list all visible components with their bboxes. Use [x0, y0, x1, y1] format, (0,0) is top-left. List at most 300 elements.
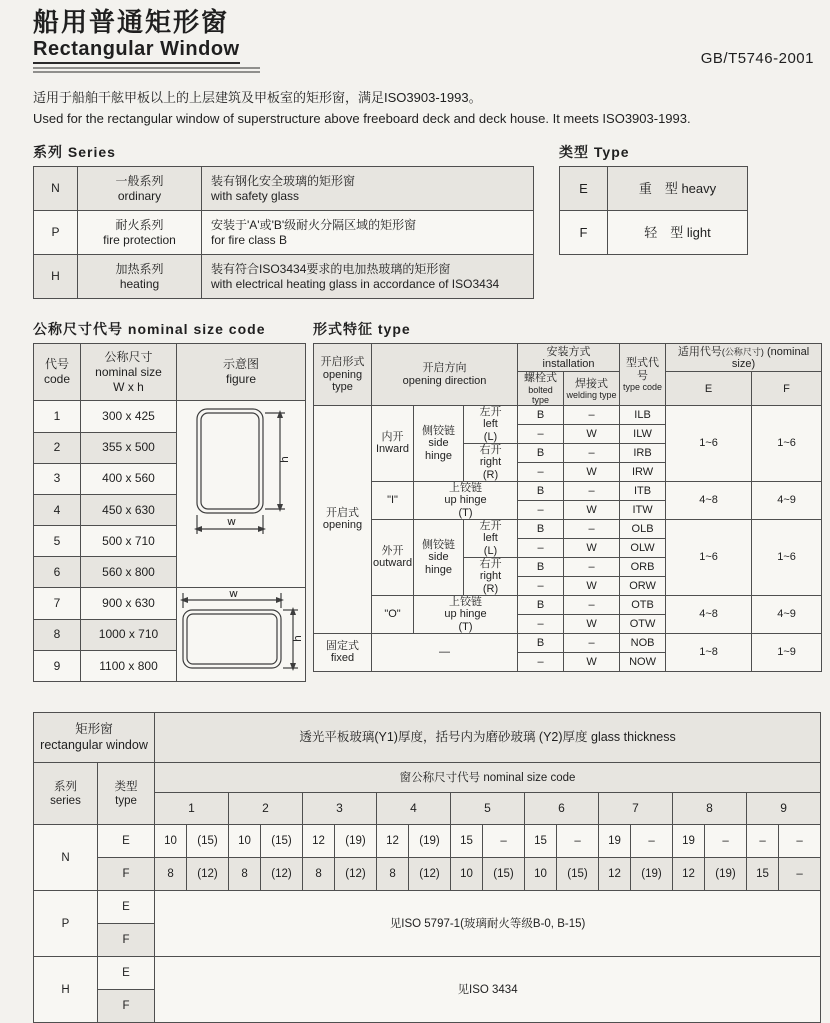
dir-cn [465, 444, 516, 469]
size-code-col: 7 [599, 793, 673, 825]
inward-group [372, 405, 414, 481]
header-cn: 公称尺寸 [104, 349, 153, 364]
welding-cell: – [564, 633, 620, 652]
bolted-cell: – [518, 614, 564, 633]
size-heading: 公称尺寸代号 nominal size code [33, 321, 266, 338]
header-cn: 型式代号 [626, 357, 660, 382]
type-code-cell: ORW [620, 576, 666, 595]
type-f-cell: F [98, 858, 155, 891]
value-cell: (19) [631, 858, 673, 891]
type-code-cell: OTW [620, 614, 666, 633]
header-en: welding type [566, 389, 617, 400]
type-e-cell: E [98, 957, 155, 990]
size-value: 300 x 425 [81, 401, 177, 432]
table-row [314, 405, 822, 424]
hinge-en: up hinge [444, 494, 487, 507]
value-cell: 8 [377, 858, 409, 891]
size-code-col: 3 [303, 793, 377, 825]
size-code: 5 [34, 526, 81, 557]
size-code-label: 窗公称尺寸代号 nominal size code [155, 763, 821, 793]
series-desc-en: with electrical heating glass in accordance of ISO3434 [211, 276, 500, 291]
header-en: type code [623, 381, 663, 392]
rect-window-corner [34, 713, 155, 763]
side-hinge-group [414, 519, 464, 595]
size-col-figure-header [177, 344, 306, 401]
header-cn: 适用代号 [677, 345, 722, 358]
bolted-cell: – [518, 462, 564, 481]
welding-cell: W [564, 576, 620, 595]
series-name [78, 211, 202, 255]
hinge-symbol: (T) [458, 620, 473, 633]
value-cell: – [779, 858, 821, 891]
intro-cn: 适用于船舶干舷甲板以上的上层建筑及甲板室的矩形窗，满足ISO3903-1993。 [33, 89, 482, 105]
type-code-cell: IRB [620, 443, 666, 462]
bolted-cell: B [518, 519, 564, 538]
direction-right [464, 557, 518, 595]
group-cn: 内开 [381, 431, 404, 444]
value-cell: 10 [451, 858, 483, 891]
value-cell: – [483, 825, 525, 858]
table-row [314, 519, 822, 538]
portrait-window-figure [177, 401, 306, 588]
header-unit: W x h [113, 379, 144, 394]
bolted-cell: B [518, 595, 564, 614]
welding-cell: W [564, 424, 620, 443]
header-cn2: (公称尺寸) [721, 346, 764, 357]
group-en: side [428, 551, 449, 564]
series-desc [202, 211, 534, 255]
size-section [33, 319, 306, 682]
range-f-cell: 4~9 [752, 481, 822, 519]
glass-thickness-note: 透光平板玻璃(Y1)厚度，括号内为磨砂玻璃 (Y2)厚度 glass thickness [155, 713, 821, 763]
table-row [34, 713, 821, 763]
type-col-header [98, 763, 155, 825]
type-label: 重 型 heavy [608, 167, 748, 211]
installation-header: 安装方式 installation [518, 344, 620, 372]
series-p-cell: P [34, 891, 98, 957]
value-cell: 12 [673, 858, 705, 891]
header-cn: 类型 [114, 780, 138, 793]
series-h-cell: H [34, 957, 98, 1023]
bolted-cell: – [518, 652, 564, 671]
value-cell: 19 [599, 825, 631, 858]
header-en: type [332, 380, 353, 393]
range-f-cell: 1~9 [752, 633, 822, 671]
size-table [33, 343, 306, 682]
page-title-cn: 船用普通矩形窗 [33, 7, 230, 37]
value-cell: – [779, 825, 821, 858]
table-row [314, 481, 822, 500]
direction-left [464, 519, 518, 557]
type-section [559, 142, 748, 255]
header-en: type [115, 794, 137, 807]
bolted-cell: B [518, 405, 564, 424]
figure-h-label: h [278, 456, 291, 464]
welding-cell: W [564, 462, 620, 481]
size-code: 2 [34, 432, 81, 463]
size-value: 1000 x 710 [81, 619, 177, 650]
page-title-en: Rectangular Window [33, 38, 240, 64]
type-code: F [560, 211, 608, 255]
size-code: 1 [34, 401, 81, 432]
dir-symbol: (L) [483, 430, 498, 443]
range-e-cell: 1~6 [666, 519, 752, 595]
header-en: code [43, 372, 71, 387]
intro-paragraph [33, 88, 820, 130]
group-cn: 固定式 [326, 640, 359, 653]
value-cell: (19) [335, 825, 377, 858]
header-cn: 示意图 [222, 357, 259, 372]
dir-en-text: left [483, 418, 498, 431]
p-series-note: 见ISO 5797-1(玻璃耐火等级B-0, B-15) [155, 891, 821, 957]
value-cell: (12) [409, 858, 451, 891]
fixed-direction-dash: — [372, 633, 518, 671]
type-table [559, 166, 748, 255]
dir-en-text: left [483, 532, 498, 545]
size-value: 900 x 630 [81, 588, 177, 619]
corner-en: rectangular window [40, 737, 148, 752]
type-code-cell: OTB [620, 595, 666, 614]
group-cn: 侧铰链 [422, 538, 455, 551]
type-code-header [620, 344, 666, 405]
corner-cn: 矩形窗 [75, 722, 113, 737]
value-cell: (19) [409, 825, 451, 858]
size-feature-row [33, 319, 820, 682]
table-row [314, 595, 822, 614]
header-en: series [50, 794, 81, 807]
size-code: 4 [34, 494, 81, 525]
table-row [34, 344, 306, 401]
range-f-cell: 1~6 [752, 405, 822, 481]
value-cell: – [747, 825, 779, 858]
header-cn: 开启形式 [320, 356, 365, 369]
value-cell: (12) [187, 858, 229, 891]
figure-h-label: h [291, 635, 304, 643]
range-e-cell: 4~8 [666, 481, 752, 519]
value-cell: (15) [557, 858, 599, 891]
group-en: outward [373, 557, 413, 570]
bolted-cell: – [518, 538, 564, 557]
type-code-cell: NOW [620, 652, 666, 671]
table-row [314, 633, 822, 652]
header-en: bolted type [528, 384, 553, 405]
header-en: figure [225, 372, 257, 387]
size-col-size-header [81, 344, 177, 401]
col-e-header: E [666, 372, 752, 405]
size-value: 1100 x 800 [81, 651, 177, 682]
series-section [33, 142, 534, 299]
series-name-en: ordinary [117, 188, 162, 203]
range-e-cell: 1~8 [666, 633, 752, 671]
value-cell: 8 [155, 858, 187, 891]
bolted-cell: – [518, 576, 564, 595]
size-value: 500 x 710 [81, 526, 177, 557]
dir-cn-text: 左开 [479, 519, 502, 532]
bolted-cell: B [518, 481, 564, 500]
table-row [34, 858, 821, 891]
series-code: P [34, 211, 78, 255]
value-cell: 10 [155, 825, 187, 858]
bolted-cell: – [518, 500, 564, 519]
welding-cell: W [564, 652, 620, 671]
type-code-cell: OLW [620, 538, 666, 557]
value-cell: (12) [261, 858, 303, 891]
table-row [560, 211, 748, 255]
type-code: E [560, 167, 608, 211]
table-row [34, 825, 821, 858]
hinge-symbol: (T) [458, 506, 473, 519]
type-code-cell: OLB [620, 519, 666, 538]
opening-direction-header [372, 344, 518, 405]
hinge-cn: 上铰链 [449, 595, 483, 608]
table-row [34, 401, 306, 432]
feature-table [313, 343, 822, 671]
series-name-en: heating [119, 276, 160, 291]
feature-section [313, 319, 821, 671]
table-row [34, 588, 306, 619]
series-code: N [34, 167, 78, 211]
size-code-col: 5 [451, 793, 525, 825]
opening-group [314, 405, 372, 633]
size-value: 400 x 560 [81, 463, 177, 494]
document-header [33, 8, 820, 129]
series-type-row [33, 142, 820, 299]
dir-en-text: right [479, 570, 502, 583]
value-cell: 10 [525, 858, 557, 891]
series-code: H [34, 255, 78, 299]
welding-cell: – [564, 595, 620, 614]
header-en: (nominal size) [731, 345, 810, 370]
size-code-col: 2 [229, 793, 303, 825]
value-cell: 15 [525, 825, 557, 858]
fixed-group [314, 633, 372, 671]
size-value: 450 x 630 [81, 494, 177, 525]
dir-cn [465, 558, 516, 583]
size-code: 9 [34, 651, 81, 682]
up-hinge-line [415, 596, 516, 621]
value-cell: 12 [303, 825, 335, 858]
standard-number: GB/T5746-2001 [700, 50, 814, 67]
type-code-cell: ILB [620, 405, 666, 424]
range-f-cell: 1~6 [752, 519, 822, 595]
welding-cell: W [564, 538, 620, 557]
value-cell: (15) [483, 858, 525, 891]
table-row [34, 167, 534, 211]
welding-header [564, 372, 620, 405]
table-row [314, 344, 822, 372]
type-e-cell: E [98, 891, 155, 924]
size-code-col: 9 [747, 793, 821, 825]
group-cn: 外开 [381, 545, 404, 558]
value-cell: (15) [261, 825, 303, 858]
figure-w-label: w [229, 588, 238, 601]
dir-en-text: right [479, 456, 502, 469]
type-code-cell: ORB [620, 557, 666, 576]
group-en: hinge [425, 449, 452, 462]
type-heading: 类型 Type [559, 144, 630, 161]
up-hinge-group [414, 595, 518, 633]
up-hinge-line [415, 482, 516, 507]
value-cell: 15 [451, 825, 483, 858]
series-desc-en: with safety glass [211, 188, 300, 203]
feature-heading: 形式特征 type [313, 321, 411, 338]
value-cell: – [705, 825, 747, 858]
size-code-col: 6 [525, 793, 599, 825]
size-col-code-header [34, 344, 81, 401]
series-n-cell: N [34, 825, 98, 891]
header-cn: 螺栓式 [524, 372, 558, 385]
welding-cell: – [564, 519, 620, 538]
type-f-cell: F [98, 924, 155, 957]
size-code-col: 1 [155, 793, 229, 825]
series-desc [202, 167, 534, 211]
welding-cell: – [564, 405, 620, 424]
title-rule [33, 67, 260, 73]
header-cn: 开启方向 [422, 362, 467, 375]
series-name-cn: 一般系列 [115, 173, 164, 188]
portrait-window-drawing [177, 401, 306, 587]
type-label: 轻 型 light [608, 211, 748, 255]
type-f-cell: F [98, 990, 155, 1023]
value-cell: 8 [229, 858, 261, 891]
inward-symbol: "I" [372, 481, 414, 519]
figure-w-label: w [227, 515, 236, 529]
value-cell: (15) [187, 825, 229, 858]
series-col-header [34, 763, 98, 825]
value-cell: 19 [673, 825, 705, 858]
table-row [34, 957, 821, 990]
up-hinge-group [414, 481, 518, 519]
dir-cn-text: 右开 [479, 443, 502, 456]
size-code: 6 [34, 557, 81, 588]
group-cn: 侧铰链 [422, 424, 455, 437]
glass-section [33, 712, 820, 1023]
size-code-col: 4 [377, 793, 451, 825]
series-desc-cn: 安装于'A'或'B'级耐火分隔区域的矩形窗 [211, 217, 417, 232]
series-name [78, 255, 202, 299]
table-row [34, 255, 534, 299]
direction-right [464, 443, 518, 481]
type-e-cell: E [98, 825, 155, 858]
intro-en: Used for the rectangular window of superstructure above freeboard deck and deck house. It meets ISO3903-1993. [33, 110, 691, 126]
series-table [33, 166, 534, 299]
size-code: 7 [34, 588, 81, 619]
size-value: 560 x 800 [81, 557, 177, 588]
bolted-cell: – [518, 424, 564, 443]
dir-symbol: (R) [482, 582, 499, 595]
type-code-cell: ILW [620, 424, 666, 443]
hinge-cn: 上铰链 [449, 481, 483, 494]
header-cn: 代号 [44, 357, 69, 372]
header-en: nominal size [95, 364, 162, 379]
value-cell: – [557, 825, 599, 858]
range-e-cell: 1~6 [666, 405, 752, 481]
range-e-cell: 4~8 [666, 595, 752, 633]
col-f-header: F [752, 372, 822, 405]
type-code-cell: IRW [620, 462, 666, 481]
series-desc-en: for fire class B [211, 232, 288, 247]
value-cell: 15 [747, 858, 779, 891]
welding-cell: – [564, 443, 620, 462]
dir-cn-text: 左开 [479, 405, 502, 418]
group-en: hinge [425, 563, 452, 576]
series-name-en: fire protection [103, 232, 176, 247]
bolted-cell: B [518, 557, 564, 576]
dir-symbol: (L) [483, 544, 498, 557]
value-cell: 12 [377, 825, 409, 858]
bolted-cell: B [518, 633, 564, 652]
header-cn: 焊接式 [575, 377, 609, 390]
series-desc [202, 255, 534, 299]
size-value: 355 x 500 [81, 432, 177, 463]
group-en: opening [322, 519, 363, 532]
value-cell: (19) [705, 858, 747, 891]
dir-cn [465, 520, 516, 545]
table-row [34, 211, 534, 255]
h-series-note: 见ISO 3434 [155, 957, 821, 1023]
outward-group [372, 519, 414, 595]
opening-type-header [314, 344, 372, 405]
value-cell: – [631, 825, 673, 858]
series-heading: 系列 Series [33, 144, 116, 161]
hinge-en: up hinge [444, 608, 487, 621]
type-code-cell: NOB [620, 633, 666, 652]
series-desc-cn: 装有钢化安全玻璃的矩形窗 [211, 173, 356, 188]
header-cn: 系列 [54, 780, 77, 793]
dir-symbol: (R) [482, 468, 499, 481]
applicable-code-header [666, 344, 822, 372]
size-code-col: 8 [673, 793, 747, 825]
dir-cn-text: 右开 [479, 557, 502, 570]
series-name [78, 167, 202, 211]
series-name-cn: 加热系列 [115, 261, 164, 276]
value-cell: 8 [303, 858, 335, 891]
value-cell: 12 [599, 858, 631, 891]
group-en: fixed [330, 652, 355, 665]
table-row [34, 891, 821, 924]
bolted-cell: B [518, 443, 564, 462]
welding-cell: – [564, 481, 620, 500]
direction-left [464, 405, 518, 443]
outward-symbol: "O" [372, 595, 414, 633]
value-cell: 10 [229, 825, 261, 858]
welding-cell: W [564, 500, 620, 519]
size-code: 3 [34, 463, 81, 494]
group-en: side [428, 437, 449, 450]
range-f-cell: 4~9 [752, 595, 822, 633]
size-code: 8 [34, 619, 81, 650]
group-en: Inward [375, 443, 410, 456]
group-cn: 开启式 [326, 507, 359, 520]
glass-thickness-table [33, 712, 821, 1023]
header-en: opening [322, 368, 363, 381]
welding-cell: W [564, 614, 620, 633]
table-row [560, 167, 748, 211]
header-en: opening direction [402, 374, 487, 387]
type-code-cell: ITW [620, 500, 666, 519]
series-desc-cn: 装有符合ISO3434要求的电加热玻璃的矩形窗 [211, 261, 451, 276]
series-name-cn: 耐火系列 [115, 217, 164, 232]
value-cell: (12) [335, 858, 377, 891]
type-code-cell: ITB [620, 481, 666, 500]
welding-cell: – [564, 557, 620, 576]
landscape-window-figure [177, 588, 306, 682]
landscape-window-drawing [177, 588, 306, 681]
side-hinge-group [414, 405, 464, 481]
dir-cn [465, 406, 516, 431]
bolted-header [518, 372, 564, 405]
table-row [34, 763, 821, 793]
